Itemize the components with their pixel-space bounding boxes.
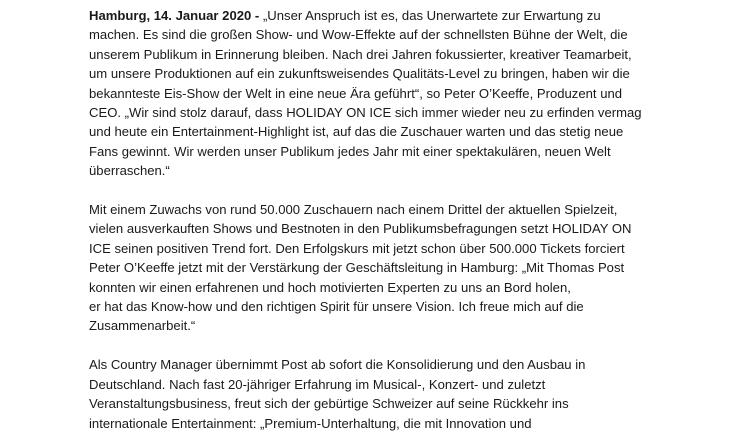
text-line: bekannteste Eis-Show der Welt in eine neue Ära geführt“, so Peter O’Keeffe, Produzent und bbox=[89, 85, 623, 101]
text-line: er hat das Know-how und den richtigen Spirit für unsere Vision. Ich freue mich auf die bbox=[89, 299, 584, 315]
text-line: Peter O’Keeffe jetzt mit der Verstärkung der Geschäftsleitung in Hamburg: „Mit Thomas Post bbox=[89, 260, 625, 276]
paragraph-1 bbox=[89, 6, 729, 181]
dateline: Hamburg, 14. Januar 2020 - bbox=[89, 8, 263, 23]
text-line: Mit einem Zuwachs von rund 50.000 Zuschauern nach einem Drittel der aktuellen Spielzeit, bbox=[89, 202, 618, 218]
text-line: vielen ausverkauften Shows und Bestnoten in den Publikumsbefragungen setzt HOLIDAY ON bbox=[89, 221, 632, 237]
text-line: CEO. „Wir sind stolz darauf, dass HOLIDAY ON ICE sich immer wieder neu zu erfinden vermag bbox=[89, 105, 642, 121]
text-line: Veranstaltungsbusiness, freut sich der gebürtige Schweizer auf seine Rückkehr ins bbox=[89, 396, 569, 412]
paragraph-3 bbox=[89, 355, 729, 433]
text-line: überraschen.“ bbox=[89, 163, 170, 179]
text-line: machen. Es sind die großen Show- und Wow-Effekte auf der schnellsten Bühne der Welt, die bbox=[89, 27, 628, 43]
text-line: Als Country Manager übernimmt Post ab sofort die Konsolidierung und den Ausbau in bbox=[89, 357, 586, 373]
text-line: unserem Publikum in Erinnerung bleiben. Nach drei Jahren fokussierter, kreativer Teamarbeit, bbox=[89, 46, 632, 62]
text-line: ICE seinen positiven Trend fort. Den Erfolgskurs mit jetzt schon über 500.000 Tickets forciert bbox=[89, 240, 625, 256]
text-line: internationale Entertainment: „Premium-Unterhaltung, die mit Innovation und bbox=[89, 415, 532, 431]
text-line: um unsere Produktionen auf ein zukunftsweisendes Qualitäts-Level zu bringen, haben wir die bbox=[89, 66, 630, 82]
text-line: Fans gewinnt. Wir werden unser Publikum jedes Jahr mit einer spektakulären, neuen Welt bbox=[89, 143, 611, 159]
line-text: „Unser Anspruch ist es, das Unerwartete zur Erwartung zu bbox=[262, 8, 601, 23]
text-line: konnten wir einen erfahrenen und hoch motivierten Experten zu uns an Bord holen, bbox=[89, 279, 571, 295]
press-release-body bbox=[89, 6, 729, 433]
paragraph-2 bbox=[89, 200, 729, 336]
text-line: Zusammenarbeit.“ bbox=[89, 318, 196, 334]
text-line: und heute ein Entertainment-Highlight ist, auf das die Zuschauer warten und das stetig neue bbox=[89, 124, 624, 140]
text-line bbox=[89, 6, 729, 25]
text-line: Deutschland. Nach fast 20-jähriger Erfahrung im Musical-, Konzert- und zuletzt bbox=[89, 376, 546, 392]
